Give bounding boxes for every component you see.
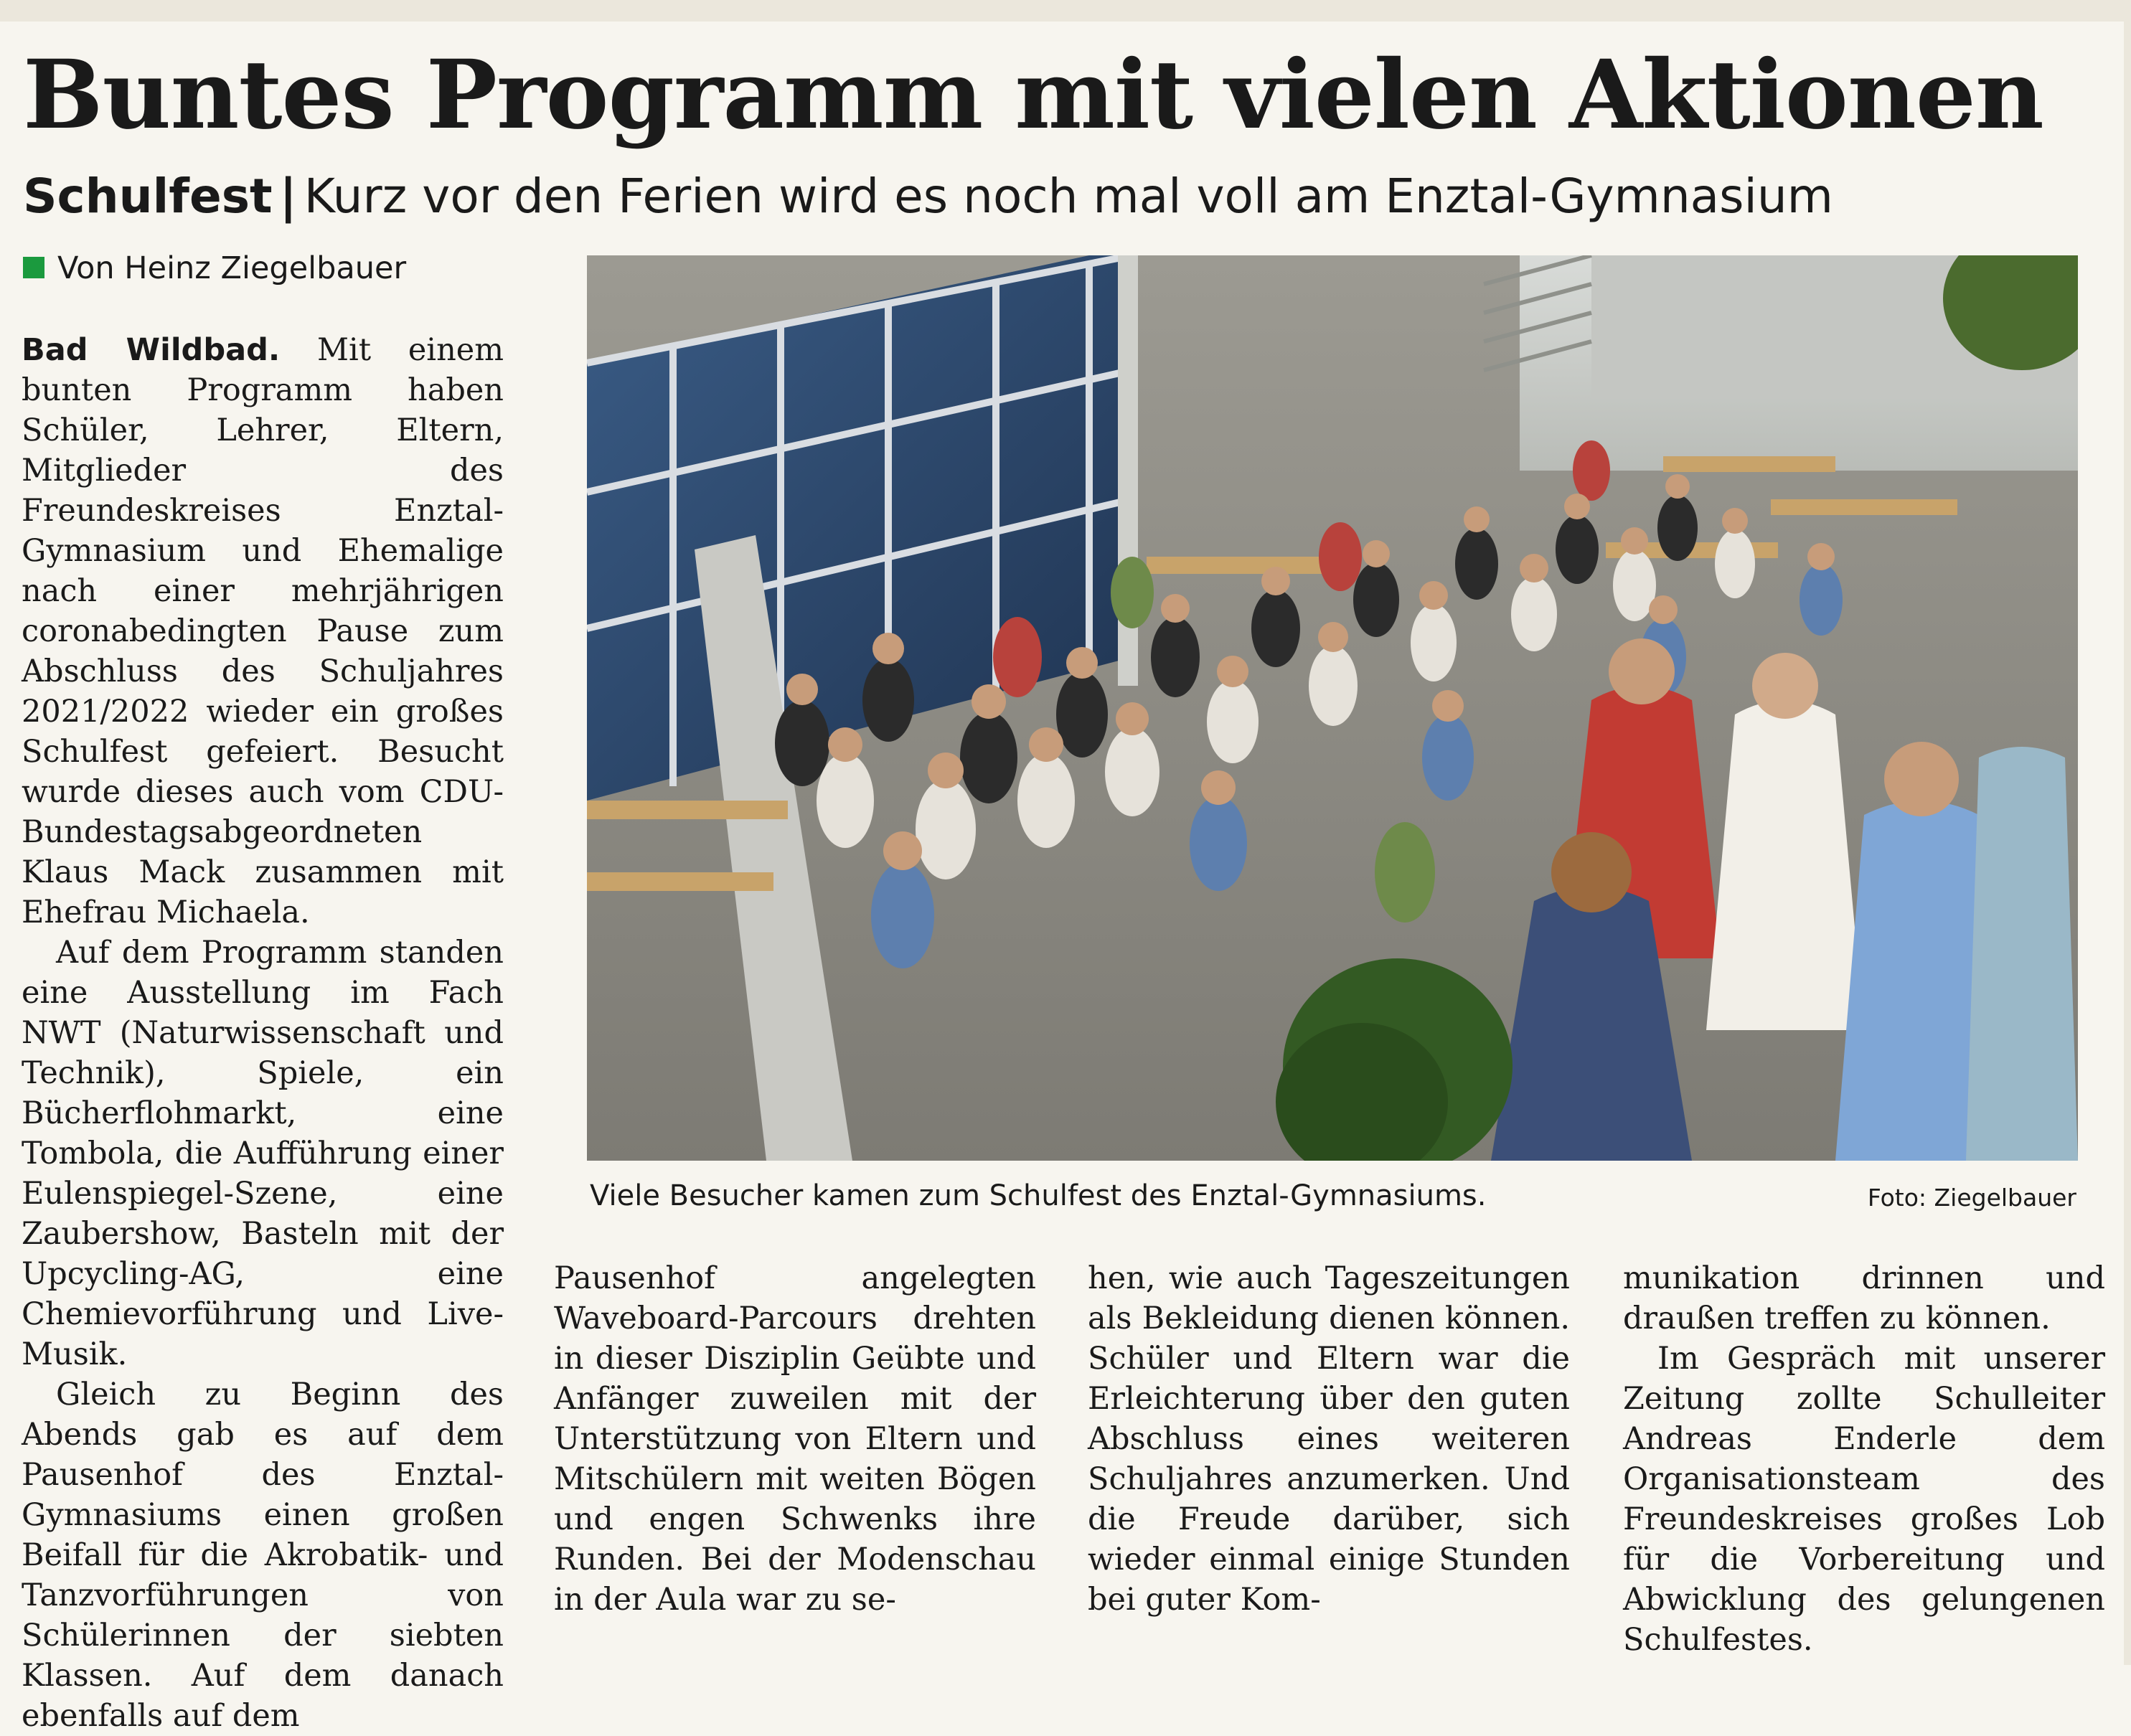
paragraph: Pausenhof angelegten Waveboard-Parcours drehten in dieser Disziplin Geübte und Anfänger zuweilen mit der Unterstützung von Eltern und Mitschülern mit weiten Bögen und engen Schwenks ihre Runden. Bei der Modenschau in der Aula war zu se-: [554, 1260, 1036, 1618]
adjacent-article-edge: [0, 0, 2131, 22]
paragraph: Im Gespräch mit unserer Zeitung zollte Schulleiter Andreas Enderle dem Organisationsteam des Freundeskreises großes Lob für die Vorbereitung und Abwicklung des gelungenen Schulfestes.: [1623, 1341, 2105, 1658]
subheadline: Kurz vor den Ferien wird es noch mal voll am Enztal-Gymnasium: [304, 169, 1833, 224]
text-column-2: [554, 1258, 1036, 1620]
paragraph: munikation drinnen und draußen treffen zu können.: [1623, 1260, 2105, 1336]
photo-caption: Viele Besucher kamen zum Schulfest des Enztal-Gymnasiums.: [590, 1179, 1487, 1212]
byline: [23, 247, 406, 290]
schoolyard-crowd-image: [587, 255, 2078, 1161]
subheadline-row: [23, 166, 2104, 227]
text-column-3: [1088, 1258, 1570, 1620]
paragraph-text: Mit einem bunten Programm haben Schüler, Lehrer, Eltern, Mitglieder des Freundeskreises Enztal-Gymnasium und Ehemalige nach einer mehrjährigen coronabedingten Pause zum Abschluss des Schuljahres 2021/2022 wieder ein großes Schulfest gefeiert. Besucht wurde dieses auch vom CDU-Bundestagsabgeordneten Klaus Mack zusammen mit Ehefrau Michaela.: [22, 332, 504, 930]
text-column-1: [22, 330, 504, 1736]
headline: Buntes Programm mit vielen Aktionen: [23, 39, 2043, 151]
article-photo: [587, 255, 2078, 1161]
byline-square-icon: [23, 257, 44, 278]
text-column-4: [1623, 1258, 2105, 1660]
kicker-separator: |: [279, 169, 297, 224]
page-edge: [2124, 0, 2131, 1665]
paragraph: Auf dem Programm standen eine Ausstellung im Fach NWT (Naturwissenschaft und Technik), Spiele, ein Bücherflohmarkt, eine Tombola, die Aufführung einer Eulenspiegel-Szene, eine Zaubershow, Basteln mit der Upcycling-AG, eine Chemievorführung und Live-Musik.: [22, 935, 504, 1372]
photo-credit: Foto: Ziegelbauer: [1867, 1184, 2076, 1212]
kicker: Schulfest: [23, 169, 273, 224]
dateline: Bad Wildbad.: [22, 332, 281, 368]
byline-text: Von Heinz Ziegelbauer: [57, 250, 407, 286]
paragraph: [22, 330, 504, 933]
paragraph: Gleich zu Beginn des Abends gab es auf dem Pausenhof des Enztal-Gymnasiums einen großen Beifall für die Akrobatik- und Tanzvorführungen von Schülerinnen der siebten Klassen. Auf dem danach ebenfalls auf dem: [22, 1377, 504, 1734]
paragraph: hen, wie auch Tageszeitungen als Bekleidung dienen können. Schüler und Eltern war die Erleichterung über den guten Abschluss eines weiteren Schuljahres anzumerken. Und die Freude darüber, sich wieder einmal einige Stunden bei guter Kom-: [1088, 1260, 1570, 1618]
